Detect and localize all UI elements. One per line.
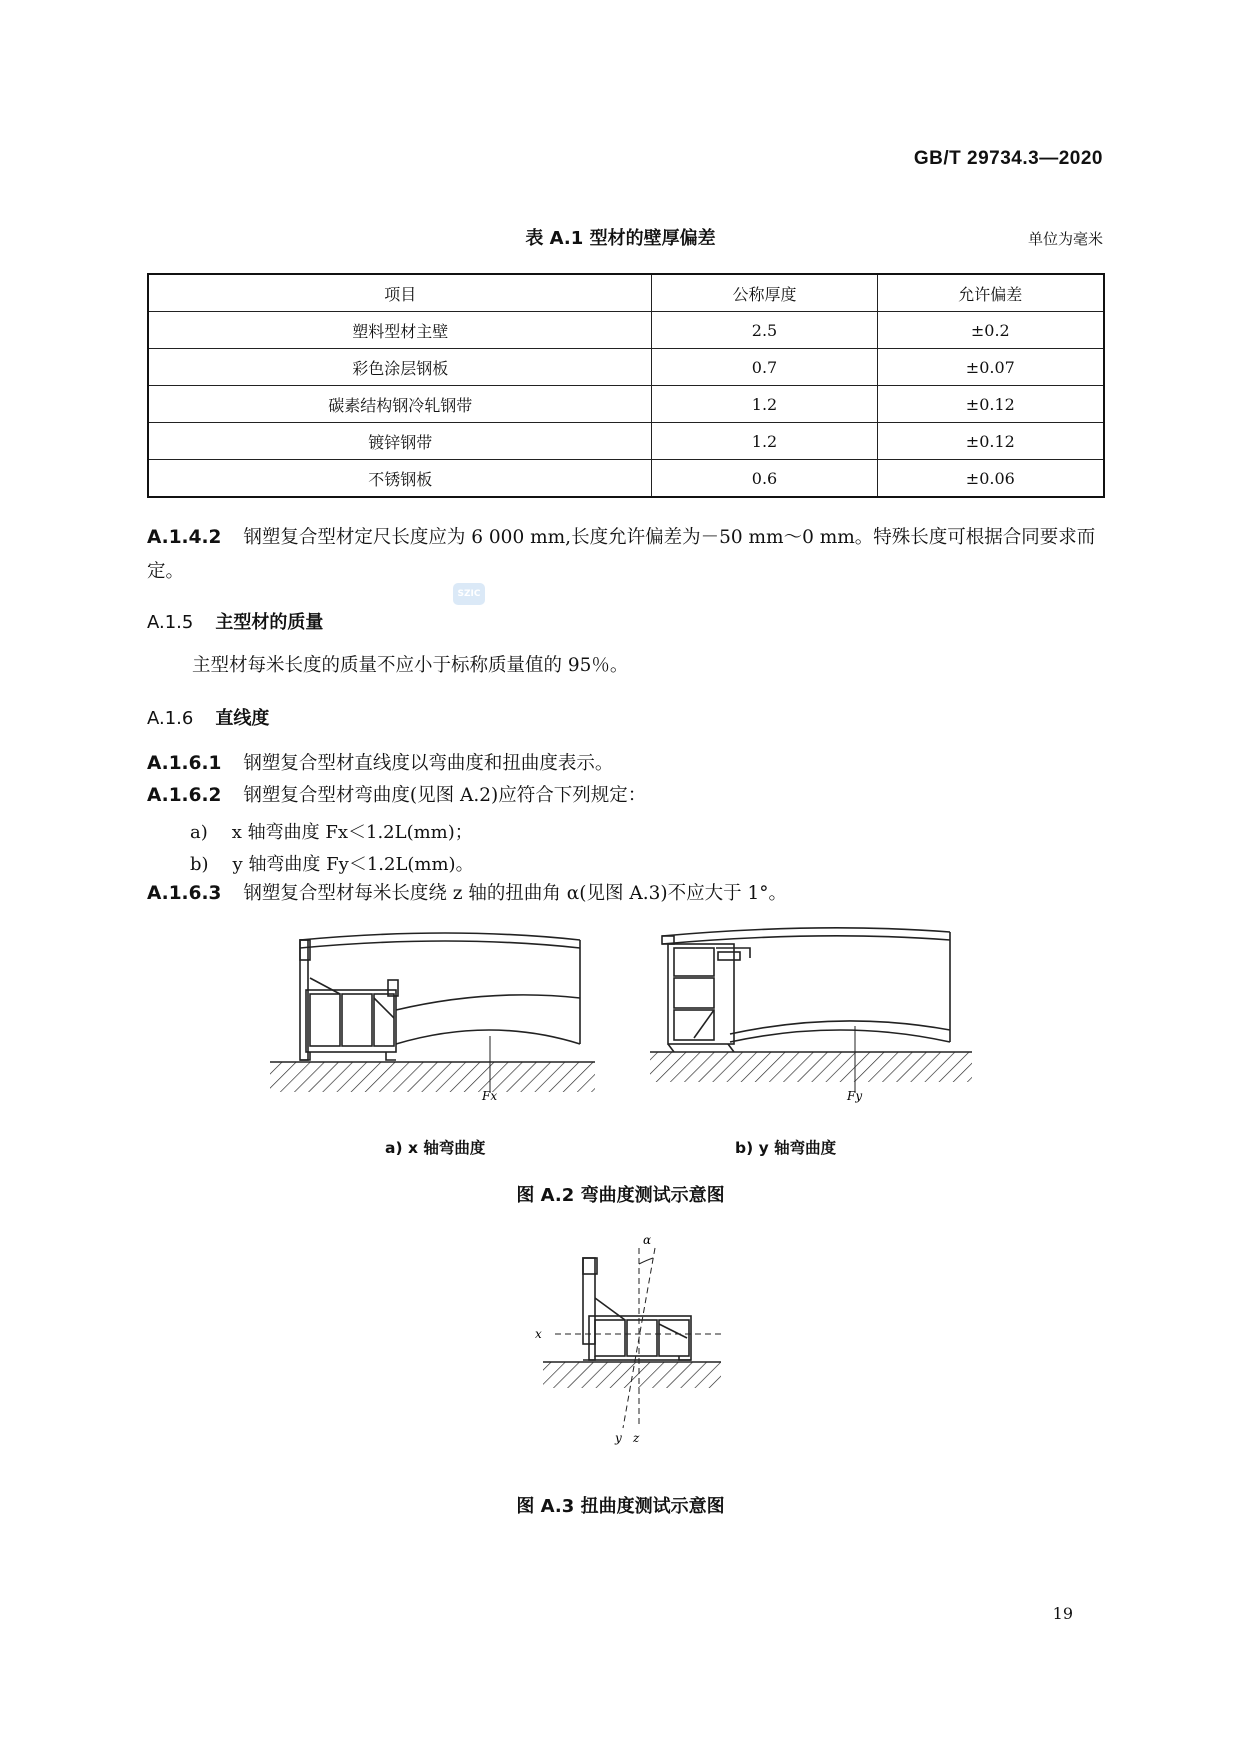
label-alpha: α	[643, 1233, 652, 1247]
table-cell: 镀锌钢带	[148, 423, 652, 460]
label-x: x	[535, 1327, 542, 1341]
clause-text: 钢塑复合型材直线度以弯曲度和扭曲度表示。	[243, 753, 614, 774]
clause-number: A.1.6.1	[147, 753, 222, 774]
figure-a2-x-bending-drawing	[270, 918, 610, 1103]
table-cell: ±0.12	[877, 423, 1104, 460]
column-header-item: 项目	[148, 274, 652, 312]
page-number: 19	[1052, 1604, 1073, 1623]
table-row	[148, 460, 1104, 498]
label-y: y	[615, 1431, 622, 1445]
table-cell: 塑料型材主壁	[148, 312, 652, 349]
ground-hatch	[543, 1362, 721, 1388]
clause-title: 直线度	[215, 708, 270, 729]
figure-a2-caption: 图 A.2 弯曲度测试示意图	[516, 1185, 725, 1206]
table-row	[148, 312, 1104, 349]
watermark-logo: SZIC	[453, 583, 485, 605]
table-cell: 1.2	[652, 386, 877, 423]
table-row	[148, 423, 1104, 460]
figure-a2-y-bending-drawing	[650, 918, 980, 1103]
list-text: y 轴弯曲度 Fy＜1.2L(mm)。	[232, 854, 474, 875]
table-cell: 1.2	[652, 423, 877, 460]
figure-a2-subcaption-a: a) x 轴弯曲度	[385, 1139, 486, 1157]
column-header-nominal: 公称厚度	[652, 274, 877, 312]
table-cell: 碳素结构钢冷轧钢带	[148, 386, 652, 423]
clause-a1-6-2	[147, 779, 1105, 813]
list-label: a)	[190, 822, 208, 843]
clause-number: A.1.6	[147, 708, 194, 729]
table-cell: ±0.2	[877, 312, 1104, 349]
wall-thickness-table	[147, 273, 1105, 498]
table-cell: 0.7	[652, 349, 877, 386]
clause-text: 钢塑复合型材每米长度绕 z 轴的扭曲角 α(见图 A.3)不应大于 1°。	[243, 883, 787, 904]
figure-a3-torsion-drawing	[515, 1228, 735, 1448]
standard-number: GB/T 29734.3—2020	[913, 148, 1103, 169]
clause-a1-4-2	[147, 521, 1105, 589]
column-header-tolerance: 允许偏差	[877, 274, 1104, 312]
clause-a1-6-3	[147, 877, 1105, 911]
label-fx: Fx	[482, 1089, 498, 1103]
table-caption: 表 A.1 型材的壁厚偏差	[525, 228, 716, 249]
clause-a1-6-heading	[147, 704, 269, 730]
table-header-row	[148, 274, 1104, 312]
clause-number: A.1.5	[147, 612, 194, 633]
clause-a1-5-text: 主型材每米长度的质量不应小于标称质量值的 95％。	[192, 655, 629, 676]
clause-title: 主型材的质量	[215, 612, 324, 633]
figure-a3-caption: 图 A.3 扭曲度测试示意图	[516, 1496, 725, 1517]
table-cell: ±0.12	[877, 386, 1104, 423]
clause-text: 钢塑复合型材定尺长度应为 6 000 mm,长度允许偏差为－50 mm～0 mm。特殊长度可根据合同要求而定。	[147, 527, 1096, 582]
table-cell: ±0.07	[877, 349, 1104, 386]
table-unit: 单位为毫米	[1027, 230, 1103, 248]
clause-number: A.1.6.3	[147, 883, 222, 904]
clause-text: 钢塑复合型材弯曲度(见图 A.2)应符合下列规定：	[243, 785, 647, 806]
clause-a1-5-heading	[147, 608, 323, 634]
list-label: b)	[190, 854, 209, 875]
label-fy: Fy	[847, 1089, 863, 1103]
table-cell: ±0.06	[877, 460, 1104, 498]
list-item-b	[190, 850, 474, 876]
table-cell: 不锈钢板	[148, 460, 652, 498]
table-row	[148, 349, 1104, 386]
list-text: x 轴弯曲度 Fx＜1.2L(mm)；	[231, 822, 473, 843]
table-cell: 2.5	[652, 312, 877, 349]
table-row	[148, 386, 1104, 423]
ground-hatch	[650, 1052, 972, 1082]
clause-number: A.1.6.2	[147, 785, 222, 806]
clause-number: A.1.4.2	[147, 527, 222, 548]
table-cell: 彩色涂层钢板	[148, 349, 652, 386]
clause-a1-6-1	[147, 747, 1105, 781]
list-item-a	[190, 818, 473, 844]
label-z: z	[633, 1431, 640, 1445]
ground-hatch	[270, 1062, 595, 1092]
table-cell: 0.6	[652, 460, 877, 498]
figure-a2-subcaption-b: b) y 轴弯曲度	[735, 1139, 837, 1157]
profile-top-edge	[300, 933, 580, 940]
